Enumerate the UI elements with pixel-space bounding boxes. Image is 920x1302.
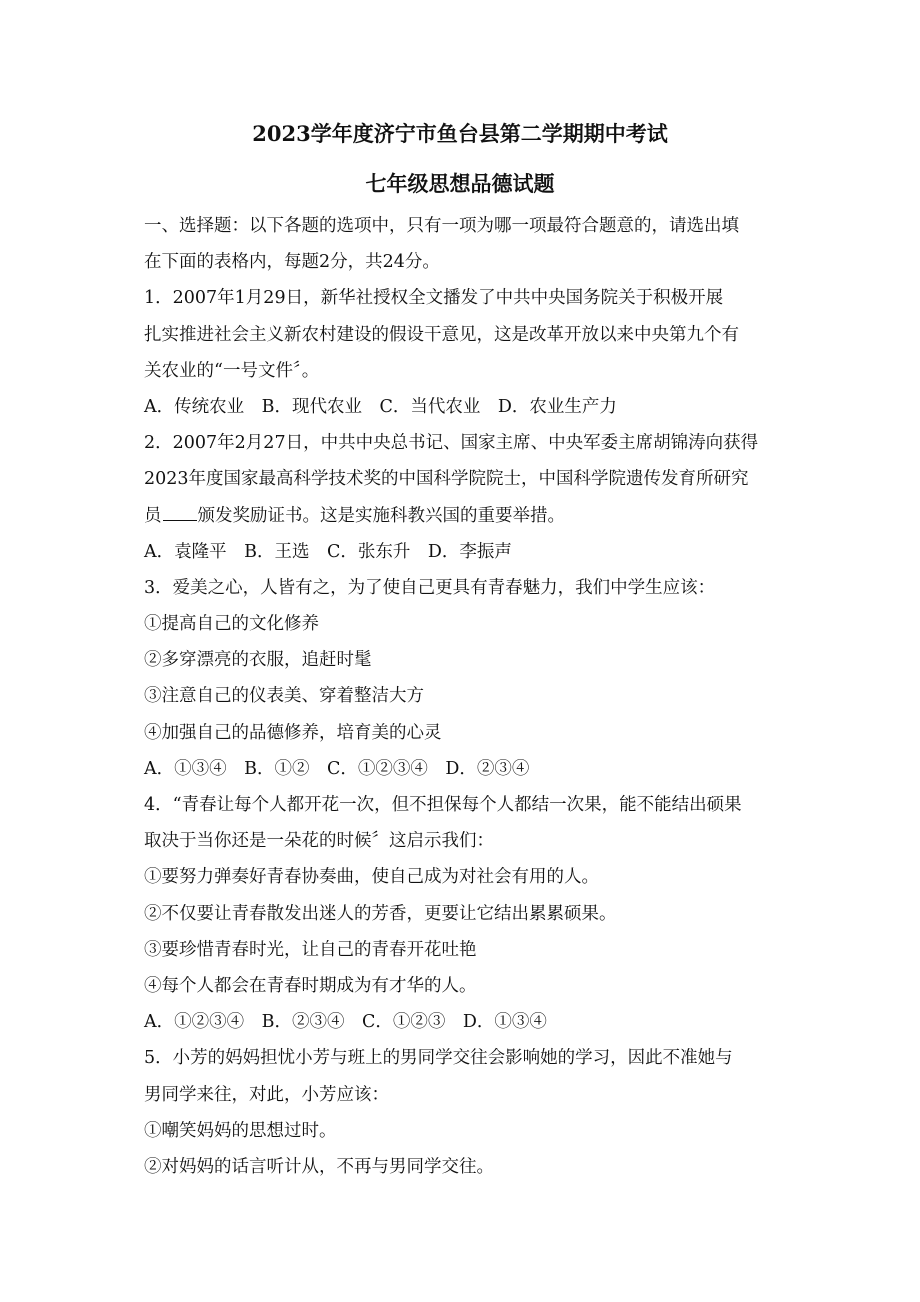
q1-stem-line-3: 关农业的“一号文件〞。	[144, 360, 320, 381]
q3-stem: 3．爱美之心，人皆有之，为了使自己更具有青春魅力，我们中学生应该：	[144, 577, 716, 598]
q4-options: A．①②③④ B．②③④ C．①②③ D．①③④	[144, 1012, 547, 1033]
section-intro-line-2: 在下面的表格内，每题2分，共24分。	[144, 252, 440, 273]
exam-subtitle: 七年级思想品德试题	[365, 171, 555, 196]
q3-item-1: ①提高自己的文化修养	[144, 614, 319, 635]
answer-blank	[163, 502, 197, 521]
q5-item-2: ②对妈妈的话言听计从，不再与男同学交往。	[144, 1156, 494, 1177]
q5-stem-line-1: 5．小芳的妈妈担忧小芳与班上的男同学交往会影响她的学习，因此不准她与	[144, 1048, 733, 1069]
q4-item-1: ①要努力弹奏好青春协奏曲，使自己成为对社会有用的人。	[144, 867, 599, 888]
q4-item-2: ②不仅要让青春散发出迷人的芳香，更要让它结出累累硕果。	[144, 903, 617, 924]
exam-body	[144, 208, 784, 1185]
q1-options: A．传统农业 B．现代农业 C．当代农业 D．农业生产力	[144, 396, 617, 417]
q2-line3-before: 员	[144, 505, 162, 526]
q4-stem-line-1: 4．“青春让每个人都开花一次，但不担保每个人都结一次果，能不能结出硕果	[144, 795, 742, 815]
q3-item-2: ②多穿漂亮的衣服，追赶时髦	[144, 650, 372, 671]
q2-line3-after: 颁发奖励证书。这是实施科教兴国的重要举措。	[197, 505, 565, 526]
q4-item-4: ④每个人都会在青春时期成为有才华的人。	[144, 975, 477, 996]
q2-options: A．袁隆平 B．王选 C．张东升 D．李振声	[144, 541, 512, 562]
section-intro-line-1: 一、选择题：以下各题的选项中，只有一项为哪一项最符合题意的，请选出填	[144, 216, 739, 236]
q1-stem-line-2: 扎实推进社会主义新农村建设的假设干意见，这是改革开放以来中央第九个有	[144, 324, 739, 345]
q4-item-3: ③要珍惜青春时光，让自己的青春开花吐艳	[144, 939, 477, 960]
q3-item-4: ④加强自己的品德修养，培育美的心灵	[144, 722, 442, 743]
q5-item-1: ①嘲笑妈妈的思想过时。	[144, 1120, 337, 1141]
q2-stem-line-2: 2023年度国家最高科学技术奖的中国科学院院士，中国科学院遗传发育所研究	[144, 469, 749, 490]
q2-stem-line-3	[144, 498, 784, 534]
q3-options: A．①③④ B．①② C．①②③④ D．②③④	[144, 758, 530, 779]
q1-stem-line-1: 1．2007年1月29日，新华社授权全文播发了中共中央国务院关于积极开展	[144, 288, 724, 309]
q5-stem-line-2: 男同学来往，对此，小芳应该：	[144, 1084, 389, 1105]
exam-title: 2023学年度济宁市鱼台县第二学期期中考试	[252, 121, 668, 146]
q4-stem-line-2: 取决于当你还是一朵花的时候〞这启示我们：	[144, 831, 494, 852]
q3-item-3: ③注意自己的仪表美、穿着整洁大方	[144, 686, 424, 707]
q2-stem-line-1: 2．2007年2月27日，中共中央总书记、国家主席、中央军委主席胡锦涛向获得	[144, 433, 759, 454]
